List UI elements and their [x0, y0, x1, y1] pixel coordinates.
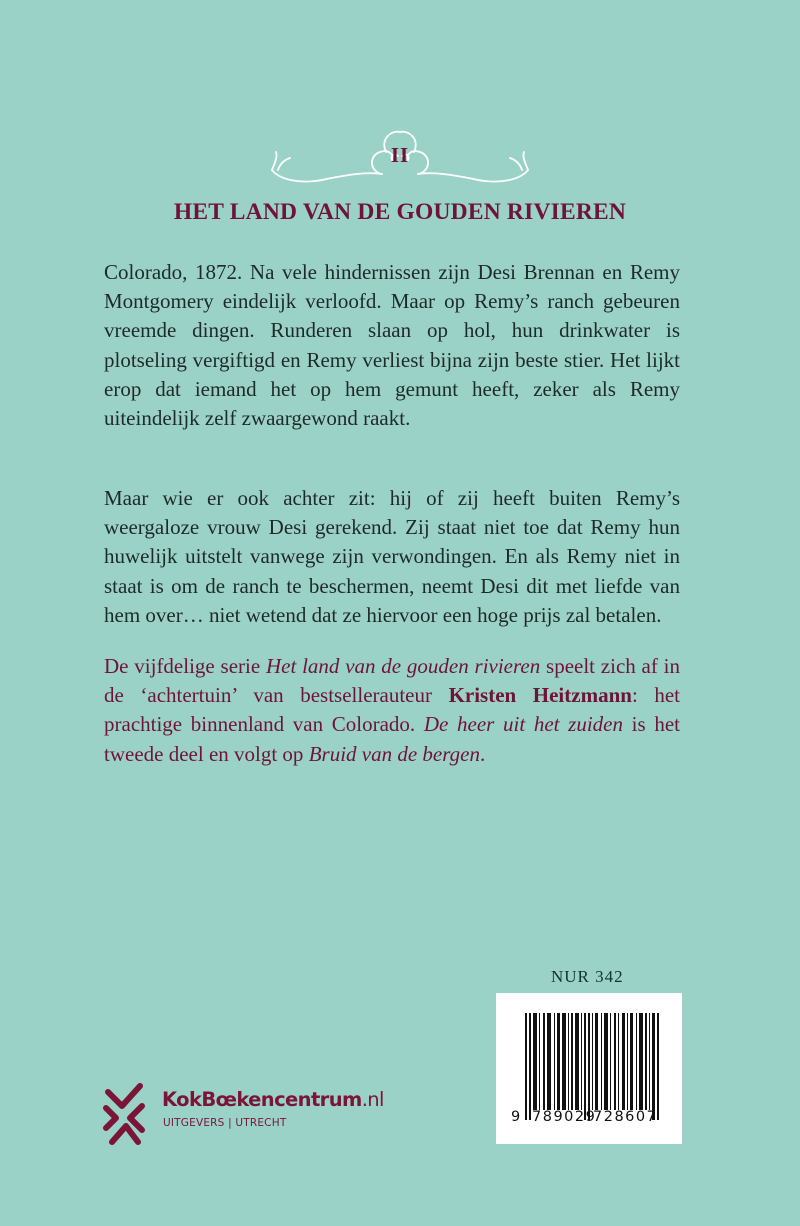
blurb-paragraph-3 — [104, 652, 680, 769]
text-span: : het prachtige binnenland van Colorado. — [104, 683, 680, 737]
blurb-paragraph-1: Colorado, 1872. Na vele hindernissen zijn Desi Brennan en Remy Montgomery eindelijk verloofd. Maar op Remy’s ranch gebeuren vreemde dingen. Runderen slaan op hol, hun drinkwater is plotseling vergiftigd en Remy verliest bijna zijn beste stier. Het lijkt erop dat iemand het op hem gemunt heeft, zeker als Remy uiteindelijk zelf zwaargewond raakt. — [104, 260, 680, 431]
publisher-logo-icon — [100, 1082, 158, 1148]
text-span: . — [479, 741, 486, 766]
text-span: De vijfdelige serie — [104, 654, 266, 678]
isbn-left-digits: 789029 — [532, 1109, 597, 1125]
isbn-barcode — [496, 993, 682, 1144]
series-name-italic: Het land van de gouden rivieren — [265, 654, 541, 678]
publisher-name-tld: .nl — [361, 1088, 384, 1111]
publisher-name — [162, 1088, 384, 1111]
text-span: is het tweede deel en volgt op — [104, 712, 680, 766]
blurb-paragraph-2: Maar wie er ook achter zit: hij of zij heeft buiten Remy’s weergaloze vrouw Desi gerekend. Zij staat niet toe dat Remy hun huwelijk uitstelt vanwege zijn verwondingen. En als Remy niet in staat is om de ranch te beschermen, neemt Desi dit met liefde van hem over… niet wetend dat ze hiervoor een hoge prijs zal betalen. — [104, 486, 680, 627]
nur-code: NUR 342 — [551, 967, 624, 986]
book-title-italic: De heer uit het zuiden — [423, 712, 623, 737]
text-span: speelt zich af in de ‘achtertuin’ van bestsellerauteur — [104, 654, 680, 708]
volume-numeral: II — [390, 143, 410, 167]
publisher-name-main: KokBœkencentrum — [162, 1088, 362, 1111]
author-name: Kristen Heitzmann — [448, 683, 632, 708]
previous-book-title-italic: Bruid van de bergen — [308, 741, 480, 766]
isbn-right-digits: 728607 — [593, 1109, 658, 1125]
publisher-subtitle: UITGEVERS | UTRECHT — [163, 1117, 287, 1129]
isbn-prefix-digit: 9 — [511, 1109, 521, 1125]
series-title: HET LAND VAN DE GOUDEN RIVIEREN — [173, 199, 627, 225]
